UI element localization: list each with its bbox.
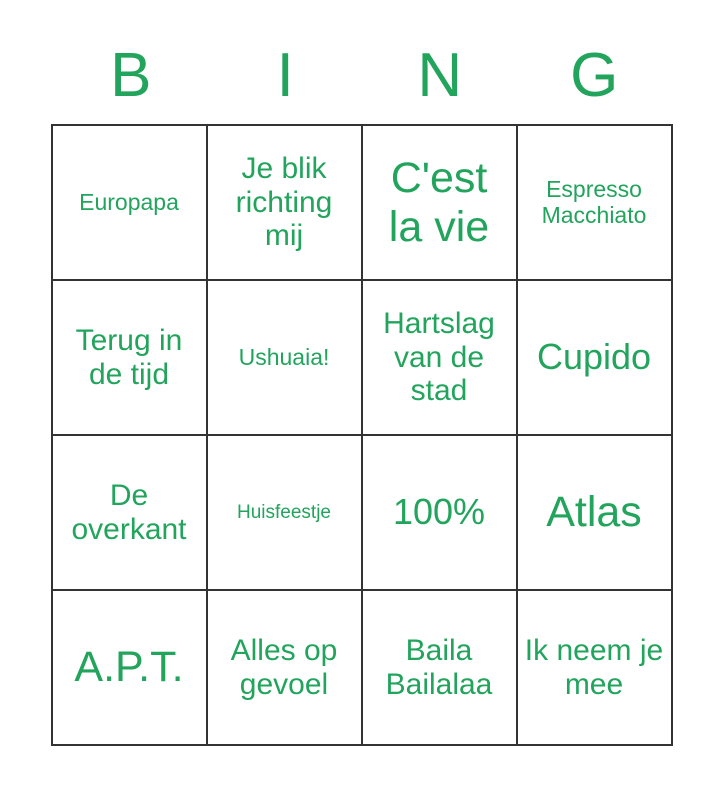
bingo-cell[interactable]: Ushuaia! xyxy=(207,280,362,435)
bingo-cell[interactable]: Huisfeestje xyxy=(207,435,362,590)
bingo-cell[interactable]: Europapa xyxy=(52,125,207,280)
bingo-cell[interactable]: Je blik richting mij xyxy=(207,125,362,280)
bingo-cell[interactable]: Baila Bailalaa xyxy=(362,590,517,745)
bingo-cell[interactable]: Ik neem je mee xyxy=(517,590,672,745)
bingo-cell[interactable]: Atlas xyxy=(517,435,672,590)
bingo-row xyxy=(52,590,672,745)
bingo-cell[interactable]: Cupido xyxy=(517,280,672,435)
bingo-cell[interactable]: A.P.T. xyxy=(52,590,207,745)
bingo-grid xyxy=(51,124,673,746)
bingo-cell[interactable]: Terug in de tijd xyxy=(52,280,207,435)
bingo-cell[interactable]: De overkant xyxy=(52,435,207,590)
bingo-row xyxy=(52,280,672,435)
bingo-cell[interactable]: Hartslag van de stad xyxy=(362,280,517,435)
header-letter-b: B xyxy=(110,41,152,110)
bingo-cell[interactable]: C'est la vie xyxy=(362,125,517,280)
bingo-row xyxy=(52,125,672,280)
bingo-cell[interactable]: 100% xyxy=(362,435,517,590)
header-letter-i: I xyxy=(276,41,294,110)
header-letter-n: N xyxy=(417,41,463,110)
header-letter-g: G xyxy=(570,41,619,110)
bingo-row xyxy=(52,435,672,590)
bingo-header xyxy=(52,0,672,112)
bingo-cell[interactable]: Alles op gevoel xyxy=(207,590,362,745)
bingo-cell[interactable]: Espresso Macchiato xyxy=(517,125,672,280)
